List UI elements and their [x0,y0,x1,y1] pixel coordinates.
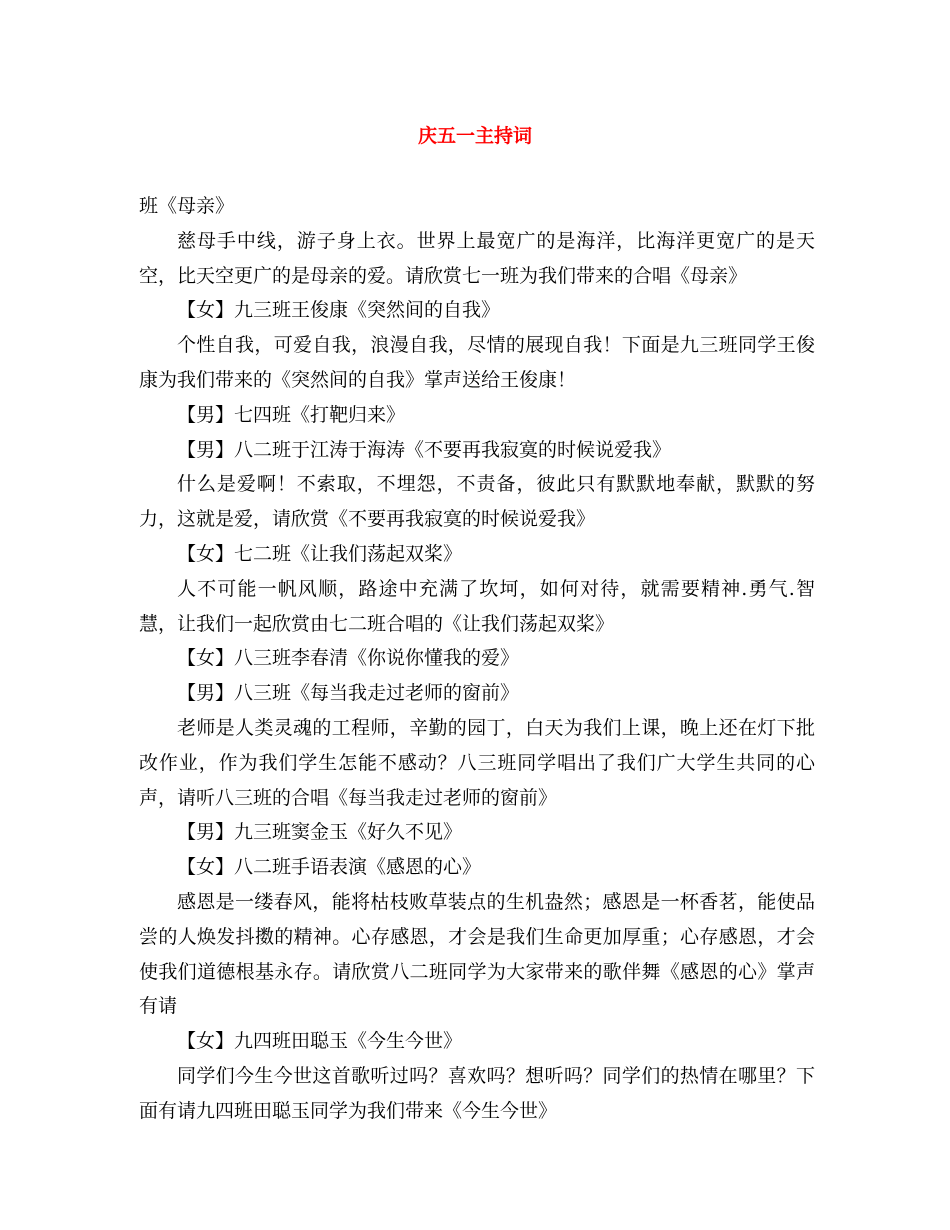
paragraph: 【女】九四班田聪玉《今生今世》 [177,1030,463,1053]
paragraph: 【男】八三班《每当我走过老师的窗前》 [177,682,520,705]
paragraph: 【男】七四班《打靶归来》 [177,403,406,426]
paragraph: 什么是爱啊！不索取，不埋怨，不责备，彼此只有默默地奉献，默默的努力，这就是爱，请欣赏《不要再我寂寞的时候说爱我》 [139,473,815,531]
paragraph: 【男】八二班于江涛于海涛《不要再我寂寞的时候说爱我》 [177,438,672,461]
paragraph: 【女】七二班《让我们荡起双桨》 [177,542,463,565]
paragraph: 【女】九三班王俊康《突然间的自我》 [177,299,501,322]
paragraph: 【男】九三班窦金玉《好久不见》 [177,821,463,844]
document-body [139,189,815,1129]
paragraph: 感恩是一缕春风，能将枯枝败草装点的生机盎然；感恩是一杯香茗，能使品尝的人焕发抖擞的精神。心存感恩，才会是我们生命更加厚重；心存感恩，才会使我们道德根基永存。请欣赏八二班同学为大家带来的歌伴舞《感恩的心》掌声有请 [139,890,815,1018]
document-title: 庆五一主持词 [417,125,532,147]
paragraph: 班《母亲》 [139,195,235,217]
paragraph: 个性自我，可爱自我，浪漫自我，尽情的展现自我！下面是九三班同学王俊康为我们带来的《突然间的自我》掌声送给王俊康！ [139,334,815,391]
paragraph: 老师是人类灵魂的工程师，辛勤的园丁，白天为我们上课，晚上还在灯下批改作业，作为我们学生怎能不感动？八三班同学唱出了我们广大学生共同的心声，请听八三班的合唱《每当我走过老师的窗前》 [139,716,815,809]
paragraph: 慈母手中线，游子身上衣。世界上最宽广的是海洋，比海洋更宽广的是天空，比天空更广的是母亲的爱。请欣赏七一班为我们带来的合唱《母亲》 [139,229,815,287]
paragraph: 【女】八三班李春清《你说你懂我的爱》 [177,647,520,670]
paragraph: 人不可能一帆风顺，路途中充满了坎坷，如何对待，就需要精神.勇气.智慧，让我们一起欣赏由七二班合唱的《让我们荡起双桨》 [139,577,815,635]
paragraph: 【女】八二班手语表演《感恩的心》 [177,856,482,879]
paragraph: 同学们今生今世这首歌听过吗？喜欢吗？想听吗？同学们的热情在哪里？下面有请九四班田聪玉同学为我们带来《今生今世》 [139,1064,815,1122]
